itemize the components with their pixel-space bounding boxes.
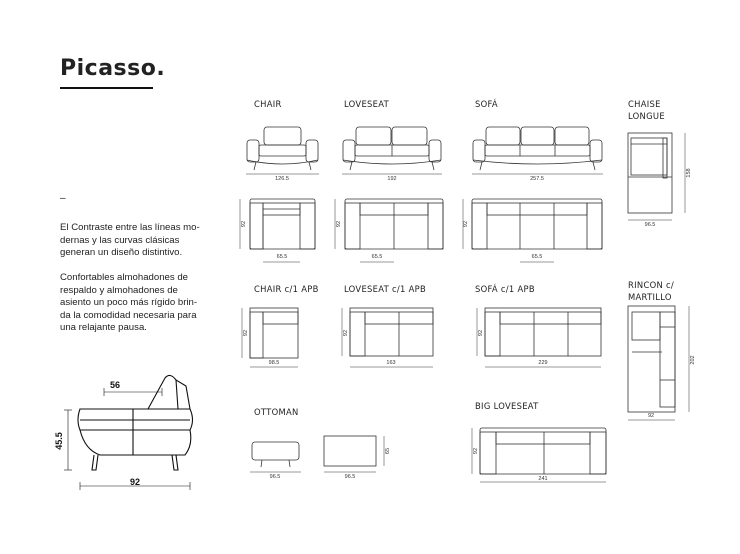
side-view-drawing <box>64 375 193 490</box>
dim-chaise-height: 158 <box>686 168 692 178</box>
sofa-plan-drawing <box>463 199 602 262</box>
label-line: CHAISE <box>628 99 661 109</box>
description-dash: – <box>60 193 66 204</box>
description-line: El Contraste entre las líneas mo- <box>60 222 200 233</box>
dim-chair-apb-depth: 92 <box>243 329 249 337</box>
dim-loveseat-apb-depth: 92 <box>343 329 349 337</box>
rincon-martillo-drawing <box>628 306 689 420</box>
dim-loveseat-front: 192 <box>387 176 397 182</box>
description-line: dernas y las curvas clásicas <box>60 234 180 246</box>
label-loveseat-apb: LOVESEAT c/1 APB <box>344 284 427 294</box>
dim-loveseat-apb-width: 163 <box>386 360 396 366</box>
dim-sofa-seat: 65.5 <box>531 254 543 260</box>
description-line: generan un diseño distintivo. <box>60 247 183 259</box>
chair-plan-drawing <box>240 199 315 262</box>
dim-chaise-width: 96.5 <box>644 222 656 228</box>
label-big-loveseat: BIG LOVESEAT <box>475 401 539 411</box>
dim-loveseat-depth: 92 <box>336 220 342 228</box>
dim-chair-front: 126.5 <box>275 176 289 182</box>
dim-side-depth: 92 <box>129 477 141 487</box>
label-sofa-apb: SOFÁ c/1 APB <box>475 284 535 294</box>
description-line: respaldo y almohadones de <box>60 284 178 296</box>
loveseat-apb-drawing <box>342 308 433 367</box>
dim-rincon-height: 202 <box>690 355 696 365</box>
loveseat-front-drawing <box>342 127 442 174</box>
dim-chair-apb-width: 98.5 <box>268 360 280 366</box>
loveseat-plan-drawing <box>335 199 443 262</box>
dim-sofa-front: 257.5 <box>530 176 544 182</box>
dim-rincon-width: 92 <box>647 413 655 419</box>
label-chair: CHAIR <box>254 99 282 109</box>
label-sofa: SOFÁ <box>475 99 498 109</box>
dim-sofa-depth: 92 <box>463 220 469 228</box>
dim-ottoman-width-2: 96.5 <box>344 474 356 480</box>
dim-side-width: 56 <box>109 380 121 390</box>
label-chair-apb: CHAIR c/1 APB <box>254 284 319 294</box>
big-loveseat-drawing <box>472 428 606 482</box>
dim-big-loveseat-depth: 92 <box>473 447 479 455</box>
sofa-apb-drawing <box>477 308 601 367</box>
label-ottoman: OTTOMAN <box>254 407 299 417</box>
chaise-longue-drawing <box>628 133 685 220</box>
dim-chair-depth: 92 <box>241 220 247 228</box>
dim-big-loveseat-width: 241 <box>538 476 548 482</box>
dim-ottoman-width: 96.5 <box>269 474 281 480</box>
label-line: RINCON c/ <box>628 280 675 290</box>
description-line: da la comodidad necesaria para <box>60 309 197 321</box>
description-line: Confortables almohadones de <box>60 272 189 283</box>
dim-side-height: 45.5 <box>54 432 64 450</box>
dim-loveseat-seat: 65.5 <box>371 254 383 260</box>
label-line: MARTILLO <box>628 292 672 302</box>
sofa-front-drawing <box>472 127 603 174</box>
dim-sofa-apb-depth: 92 <box>478 329 484 337</box>
chair-front-drawing <box>246 127 319 174</box>
label-loveseat: LOVESEAT <box>344 99 390 109</box>
brand-title: Picasso. <box>60 56 166 81</box>
dim-ottoman-height: 65 <box>385 447 391 455</box>
description-line: una relajante pausa. <box>60 322 147 334</box>
description-line: asiento un poco más rígido brin- <box>60 297 198 309</box>
ottoman-drawing <box>250 436 384 472</box>
label-line: LONGUE <box>628 111 665 121</box>
chair-apb-drawing <box>242 308 298 367</box>
dim-sofa-apb-width: 229 <box>538 360 548 366</box>
dim-chair-seat: 65.5 <box>276 254 288 260</box>
